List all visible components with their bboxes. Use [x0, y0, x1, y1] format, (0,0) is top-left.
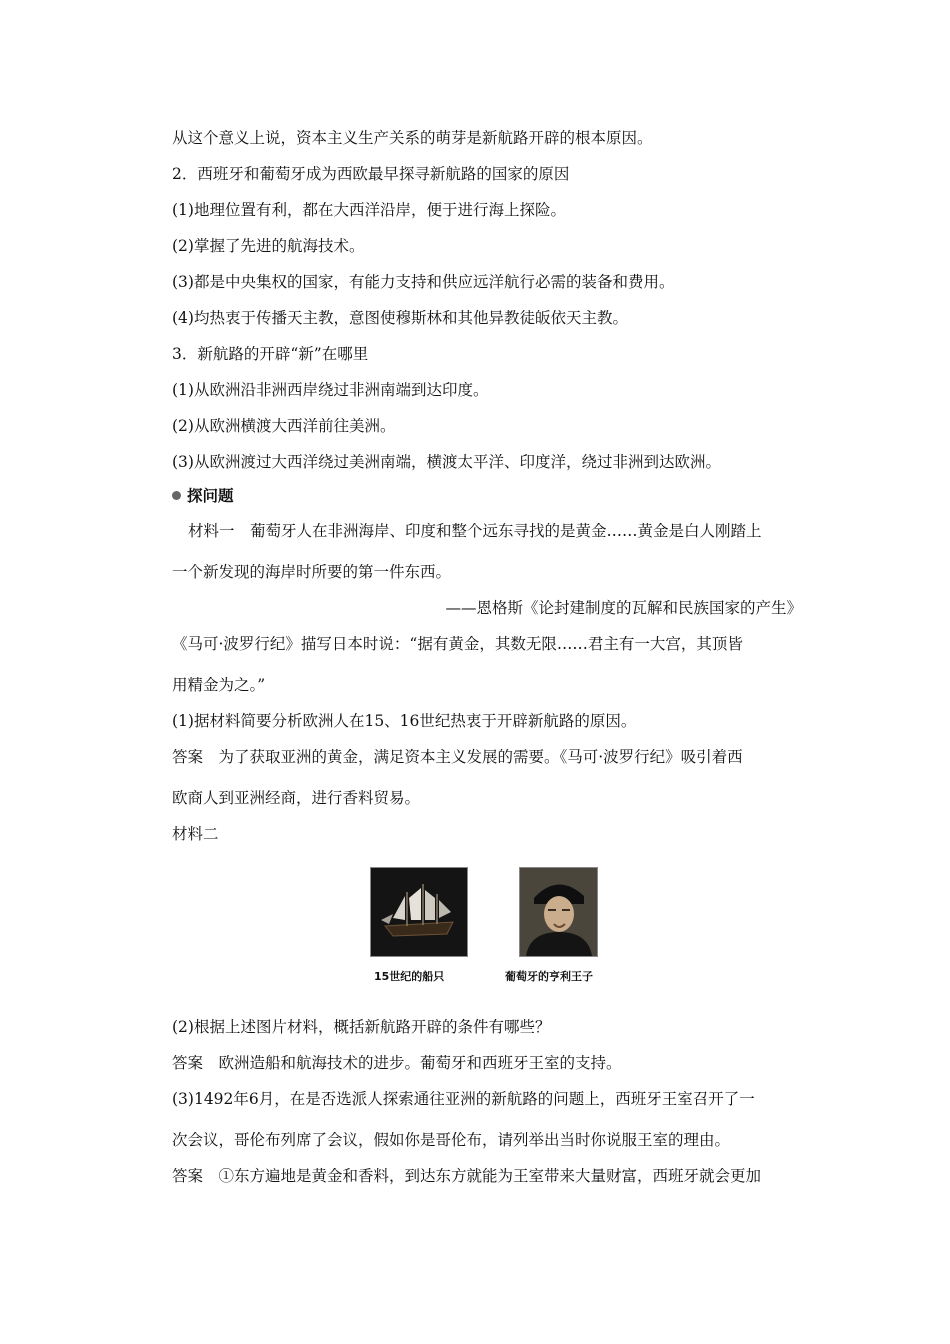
question-1: (1)据材料简要分析欧洲人在15、16世纪热衷于开辟新航路的原因。 — [172, 712, 637, 730]
text-line: (1)地理位置有利，都在大西洋沿岸，便于进行海上探险。 — [172, 201, 566, 219]
question-3: 次会议，哥伦布列席了会议，假如你是哥伦布，请列举出当时你说服王室的理由。 — [172, 1131, 731, 1149]
quote-line: 用精金为之。” — [172, 676, 266, 694]
prince-portrait-image — [519, 867, 598, 957]
material-1-line: 材料一 葡萄牙人在非洲海岸、印度和整个远东寻找的是黄金……黄金是白人刚踏上 — [188, 522, 762, 540]
ship-icon — [371, 868, 467, 956]
text-line: (3)从欧洲渡过大西洋绕过美洲南端，横渡太平洋、印度洋，绕过非洲到达欧洲。 — [172, 453, 721, 471]
question-2: (2)根据上述图片材料，概括新航路开辟的条件有哪些？ — [172, 1018, 551, 1036]
quote-line: 《马可·波罗行纪》描写日本时说：“据有黄金，其数无限……君主有一大宫，其顶皆 — [172, 635, 743, 653]
portrait-icon — [520, 868, 597, 956]
ship-image — [370, 867, 468, 957]
material-1-line: 一个新发现的海岸时所要的第一件东西。 — [172, 563, 452, 581]
text-line: (4)均热衷于传播天主教，意图使穆斯林和其他异教徒皈依天主教。 — [172, 309, 628, 327]
bullet-icon — [172, 491, 181, 500]
text-line: (2)从欧洲横渡大西洋前往美洲。 — [172, 417, 396, 435]
text-line: (2)掌握了先进的航海技术。 — [172, 237, 365, 255]
section-heading — [172, 486, 234, 506]
ship-caption: 15世纪的船只 — [374, 970, 445, 983]
answer-1: 欧商人到亚洲经商，进行香料贸易。 — [172, 789, 421, 807]
text-line: 从这个意义上说，资本主义生产关系的萌芽是新航路开辟的根本原因。 — [172, 129, 653, 147]
material-2-label: 材料二 — [172, 825, 219, 843]
answer-3: 答案 ①东方遍地是黄金和香料，到达东方就能为王室带来大量财富，西班牙就会更加 — [172, 1167, 762, 1185]
material-1-source: ——恩格斯《论封建制度的瓦解和民族国家的产生》 — [445, 599, 802, 617]
answer-1: 答案 为了获取亚洲的黄金，满足资本主义发展的需要。《马可·波罗行纪》吸引着西 — [172, 748, 743, 766]
prince-caption: 葡萄牙的亨利王子 — [505, 970, 593, 983]
heading-3: 3．新航路的开辟“新”在哪里 — [172, 345, 369, 363]
text-line: (3)都是中央集权的国家，有能力支持和供应远洋航行必需的装备和费用。 — [172, 273, 675, 291]
question-3: (3)1492年6月，在是否选派人探索通往亚洲的新航路的问题上，西班牙王室召开了一 — [172, 1090, 755, 1108]
text-line: (1)从欧洲沿非洲西岸绕过非洲南端到达印度。 — [172, 381, 489, 399]
heading-2: 2．西班牙和葡萄牙成为西欧最早探寻新航路的国家的原因 — [172, 165, 570, 183]
answer-2: 答案 欧洲造船和航海技术的进步。葡萄牙和西班牙王室的支持。 — [172, 1054, 622, 1072]
section-title: 探问题 — [187, 487, 234, 505]
